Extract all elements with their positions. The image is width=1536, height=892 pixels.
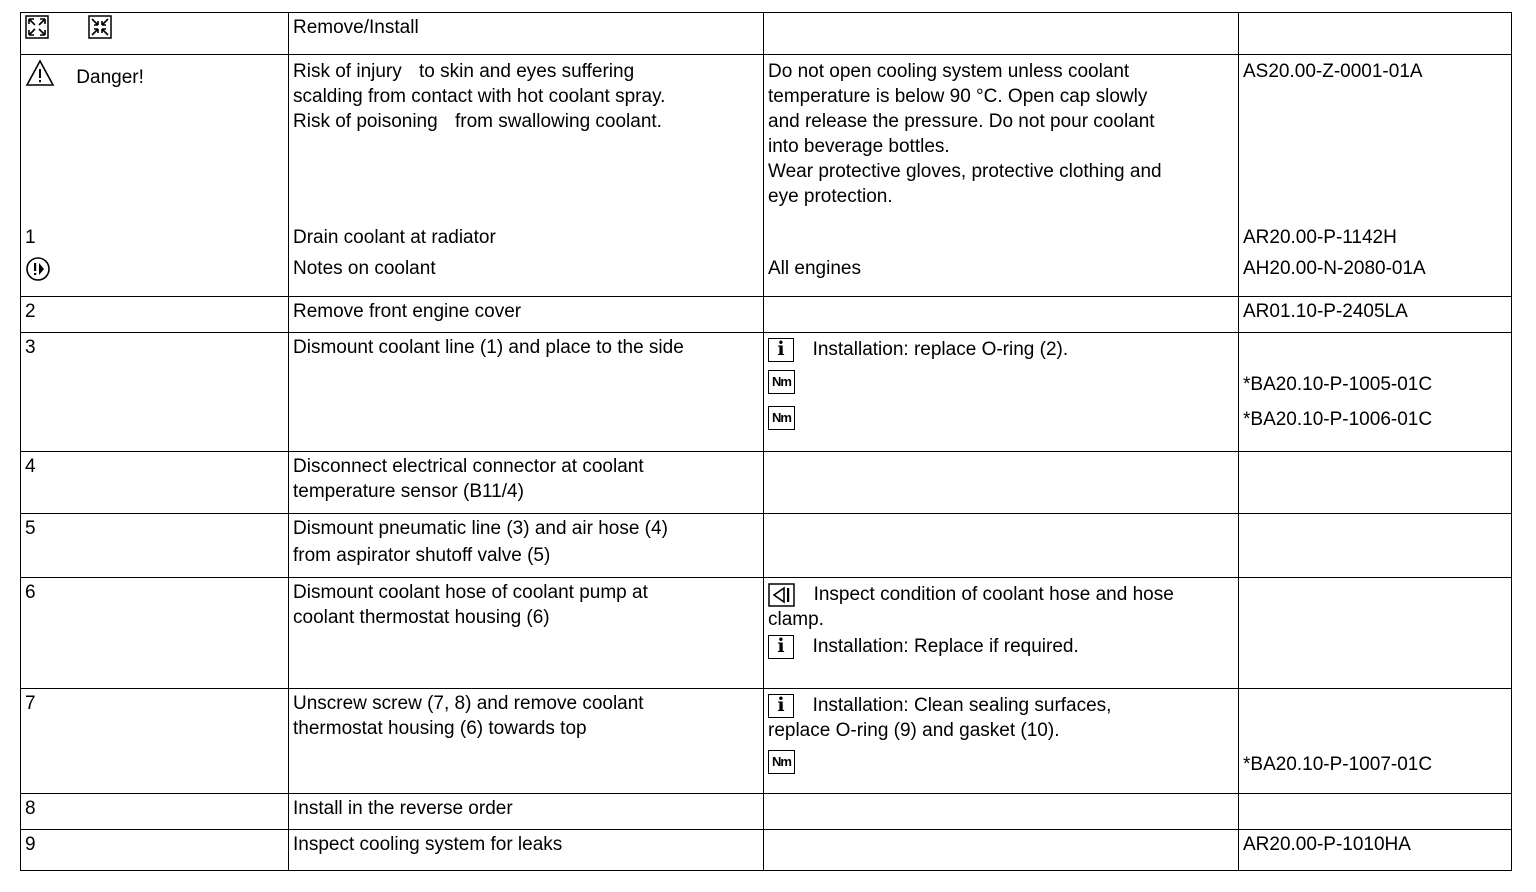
torque-nm-icon: Nm	[768, 750, 795, 774]
info-icon: i	[768, 694, 794, 718]
risk-injury-label: Risk of injury	[293, 61, 402, 82]
inspect-text-continued: clamp.	[768, 609, 824, 630]
risk-poison-label: Risk of poisoning	[293, 111, 438, 132]
header-empty-cell	[764, 13, 1239, 55]
step-info-cell	[764, 578, 1239, 689]
procedure-table	[20, 12, 1512, 871]
info-icon: i	[768, 338, 794, 362]
torque-nm-icon: Nm	[768, 370, 795, 394]
danger-measure-line: and release the pressure. Do not pour coolant	[768, 111, 1155, 132]
step-number: 1	[25, 227, 36, 248]
step-info-cell	[764, 689, 1239, 794]
danger-ref-cell	[1239, 55, 1512, 297]
header-title: Remove/Install	[289, 13, 764, 55]
step-ref-cell	[1239, 514, 1512, 578]
risk-poison-text: from swallowing coolant.	[454, 111, 662, 132]
step-number: 8	[21, 794, 289, 830]
step-row	[21, 794, 1512, 830]
danger-measure-line: temperature is below 90 °C. Open cap slowly	[768, 86, 1148, 107]
step-row	[21, 578, 1512, 689]
step-number: 3	[21, 333, 289, 452]
step-row	[21, 514, 1512, 578]
step-row	[21, 333, 1512, 452]
danger-ref-link[interactable]: AS20.00-Z-0001-01A	[1243, 61, 1423, 82]
danger-risks-cell	[289, 55, 764, 297]
step-action-line: Dismount coolant hose of coolant pump at	[293, 582, 648, 603]
step-number: 4	[21, 452, 289, 514]
danger-measures-cell	[764, 55, 1239, 297]
header-row	[21, 13, 1512, 55]
danger-row	[21, 55, 1512, 297]
step-action: Inspect cooling system for leaks	[289, 830, 764, 871]
header-empty-cell	[1239, 13, 1512, 55]
step-action-line: Unscrew screw (7, 8) and remove coolant	[293, 693, 644, 714]
step-action-line: thermostat housing (6) towards top	[293, 718, 587, 739]
danger-measure-line: Do not open cooling system unless coolant	[768, 61, 1130, 82]
step-action-line: Dismount pneumatic line (3) and air hose (4)	[293, 518, 668, 539]
torque-ref-link[interactable]: *BA20.10-P-1006-01C	[1243, 409, 1433, 430]
notes-info: All engines	[768, 258, 861, 279]
info-text: Clean sealing surfaces,	[913, 695, 1112, 716]
step-action-cell	[289, 452, 764, 514]
info-text: Replace if required.	[913, 636, 1079, 657]
torque-ref-link[interactable]: *BA20.10-P-1007-01C	[1243, 754, 1433, 775]
risk-injury-text: to skin and eyes suffering	[419, 61, 635, 82]
inspect-icon	[768, 583, 795, 607]
step-action-line: from aspirator shutoff valve (5)	[293, 545, 551, 566]
step-info-cell	[764, 830, 1239, 871]
step-action: Remove front engine cover	[289, 297, 764, 333]
warning-triangle-icon	[25, 59, 55, 87]
info-label: Installation:	[812, 636, 909, 657]
step-number: 7	[21, 689, 289, 794]
step-action: Install in the reverse order	[289, 794, 764, 830]
step-action-line: temperature sensor (B11/4)	[293, 481, 524, 502]
step-row	[21, 297, 1512, 333]
notes-ref-link[interactable]: AH20.00-N-2080-01A	[1243, 258, 1426, 279]
info-text-continued: replace O-ring (9) and gasket (10).	[768, 720, 1060, 741]
step-ref-cell	[1239, 794, 1512, 830]
step-row	[21, 689, 1512, 794]
danger-label-cell	[21, 55, 289, 297]
inspect-text: Inspect condition of coolant hose and hose	[813, 584, 1174, 605]
notes-circle-icon	[25, 256, 53, 282]
danger-measure-line: Wear protective gloves, protective clothing and	[768, 161, 1162, 182]
step-action-line: coolant thermostat housing (6)	[293, 607, 550, 628]
step-action-cell	[289, 689, 764, 794]
step-number: 6	[21, 578, 289, 689]
danger-measure-line: eye protection.	[768, 186, 893, 207]
torque-nm-icon: Nm	[768, 406, 795, 430]
step-info-cell	[764, 794, 1239, 830]
step-number: 5	[21, 514, 289, 578]
expand-arrows-icon	[25, 15, 49, 39]
step-number: 9	[21, 830, 289, 871]
info-text: replace O-ring (2).	[913, 339, 1069, 360]
step-ref-cell	[1239, 452, 1512, 514]
collapse-arrows-icon	[88, 15, 112, 39]
step-action-line: Disconnect electrical connector at coolant	[293, 456, 644, 477]
step-row	[21, 452, 1512, 514]
torque-ref-link[interactable]: *BA20.10-P-1005-01C	[1243, 374, 1433, 395]
step-info-cell	[764, 514, 1239, 578]
step-ref-cell	[1239, 578, 1512, 689]
step-info-cell	[764, 297, 1239, 333]
info-label: Installation:	[812, 695, 909, 716]
step-action: Drain coolant at radiator	[293, 227, 496, 248]
step-number: 2	[21, 297, 289, 333]
step-action-cell	[289, 514, 764, 578]
step-ref-cell	[1239, 689, 1512, 794]
step-action-cell	[289, 578, 764, 689]
risk-injury-text-continued: scalding from contact with hot coolant spray.	[293, 86, 666, 107]
step-row	[21, 830, 1512, 871]
step-action: Dismount coolant line (1) and place to the side	[289, 333, 764, 452]
notes-action: Notes on coolant	[293, 258, 436, 279]
step-info-cell	[764, 452, 1239, 514]
step-ref-link[interactable]: AR20.00-P-1142H	[1243, 227, 1397, 248]
danger-label: Danger!	[76, 67, 144, 88]
header-icons-cell	[21, 13, 289, 55]
step-info-cell	[764, 333, 1239, 452]
step-ref-link[interactable]: AR01.10-P-2405LA	[1239, 297, 1512, 333]
step-ref-cell	[1239, 333, 1512, 452]
step-ref-link[interactable]: AR20.00-P-1010HA	[1239, 830, 1512, 871]
danger-measure-line: into beverage bottles.	[768, 136, 950, 157]
info-icon: i	[768, 635, 794, 659]
info-label: Installation:	[812, 339, 909, 360]
